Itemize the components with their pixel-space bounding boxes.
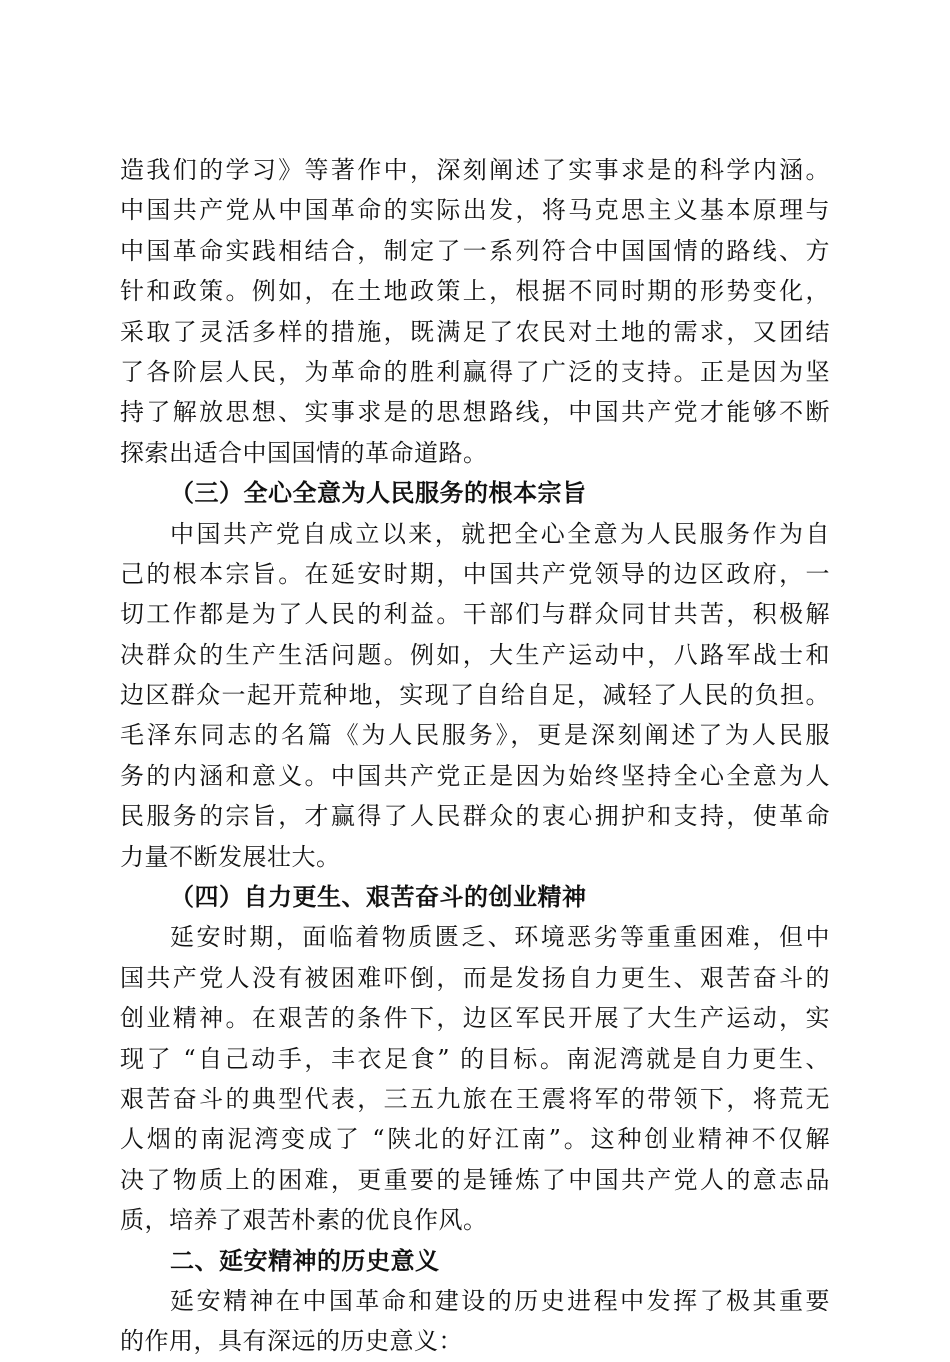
paragraph-self-reliance	[120, 917, 830, 1240]
chapter-heading-2: 二、延安精神的历史意义	[170, 1245, 440, 1275]
text-line: 己的根本宗旨。在延安时期，中国共产党领导的边区政府，一	[120, 559, 830, 588]
text-line: 边区群众一起开荒种地，实现了自给自足，减轻了人民的负担。	[120, 681, 830, 710]
text-line: 持了解放思想、实事求是的思想路线，中国共产党才能够不断	[120, 398, 830, 427]
text-line: 采取了灵活多样的措施，既满足了农民对土地的需求，又团结	[120, 317, 830, 346]
text-line: 现了 “自己动手，丰衣足食” 的目标。南泥湾就是自力更生、	[120, 1044, 830, 1073]
text-line: 切工作都是为了人民的利益。干部们与群众同甘共苦，积极解	[120, 600, 830, 629]
section-heading-4: （四）自力更生、艰苦奋斗的创业精神	[170, 882, 587, 912]
text-line: 中国革命实践相结合，制定了一系列符合中国国情的路线、方	[120, 236, 830, 265]
text-line: 造我们的学习》等著作中，深刻阐述了实事求是的科学内涵。	[120, 156, 830, 184]
text-line: 中国共产党自成立以来，就把全心全意为人民服务作为自	[170, 519, 830, 548]
text-line: 决群众的生产生活问题。例如，大生产运动中，八路军战士和	[120, 640, 830, 669]
text-line: 毛泽东同志的名篇《为人民服务》，更是深刻阐述了为人民服	[120, 721, 830, 750]
text-line: 中国共产党从中国革命的实际出发，将马克思主义基本原理与	[120, 196, 830, 225]
text-line: 探索出适合中国国情的革命道路。	[120, 438, 488, 467]
text-line: 人烟的南泥湾变成了 “陕北的好江南”。这种创业精神不仅解	[120, 1125, 830, 1154]
text-line: 决了物质上的困难，更重要的是锤炼了中国共产党人的意志品	[120, 1165, 830, 1194]
text-line: 了各阶层人民，为革命的胜利赢得了广泛的支持。正是因为坚	[120, 357, 830, 386]
text-line: 针和政策。例如，在土地政策上，根据不同时期的形势变化，	[120, 277, 830, 306]
text-line: 延安精神在中国革命和建设的历史进程中发挥了极其重要	[170, 1286, 830, 1315]
text-line: 务的内涵和意义。中国共产党正是因为始终坚持全心全意为人	[120, 761, 830, 790]
text-line: 的作用，具有深远的历史意义：	[120, 1327, 463, 1356]
document-body	[120, 150, 830, 1362]
paragraph-seek-truth	[120, 150, 830, 473]
text-line: 国共产党人没有被困难吓倒，而是发扬自力更生、艰苦奋斗的	[120, 963, 830, 992]
paragraph-historical-significance	[120, 1281, 830, 1362]
section-heading-3: （三）全心全意为人民服务的根本宗旨	[170, 478, 587, 508]
text-line: 力量不断发展壮大。	[120, 842, 341, 871]
text-line: 民服务的宗旨，才赢得了人民群众的衷心拥护和支持，使革命	[120, 802, 830, 831]
paragraph-serve-people	[120, 514, 830, 878]
text-line: 创业精神。在艰苦的条件下，边区军民开展了大生产运动，实	[120, 1004, 830, 1033]
text-line: 延安时期，面临着物质匮乏、环境恶劣等重重困难，但中	[170, 923, 830, 952]
text-line: 质，培养了艰苦朴素的优良作风。	[120, 1206, 488, 1235]
text-line: 艰苦奋斗的典型代表，三五九旅在王震将军的带领下，将荒无	[120, 1084, 830, 1113]
